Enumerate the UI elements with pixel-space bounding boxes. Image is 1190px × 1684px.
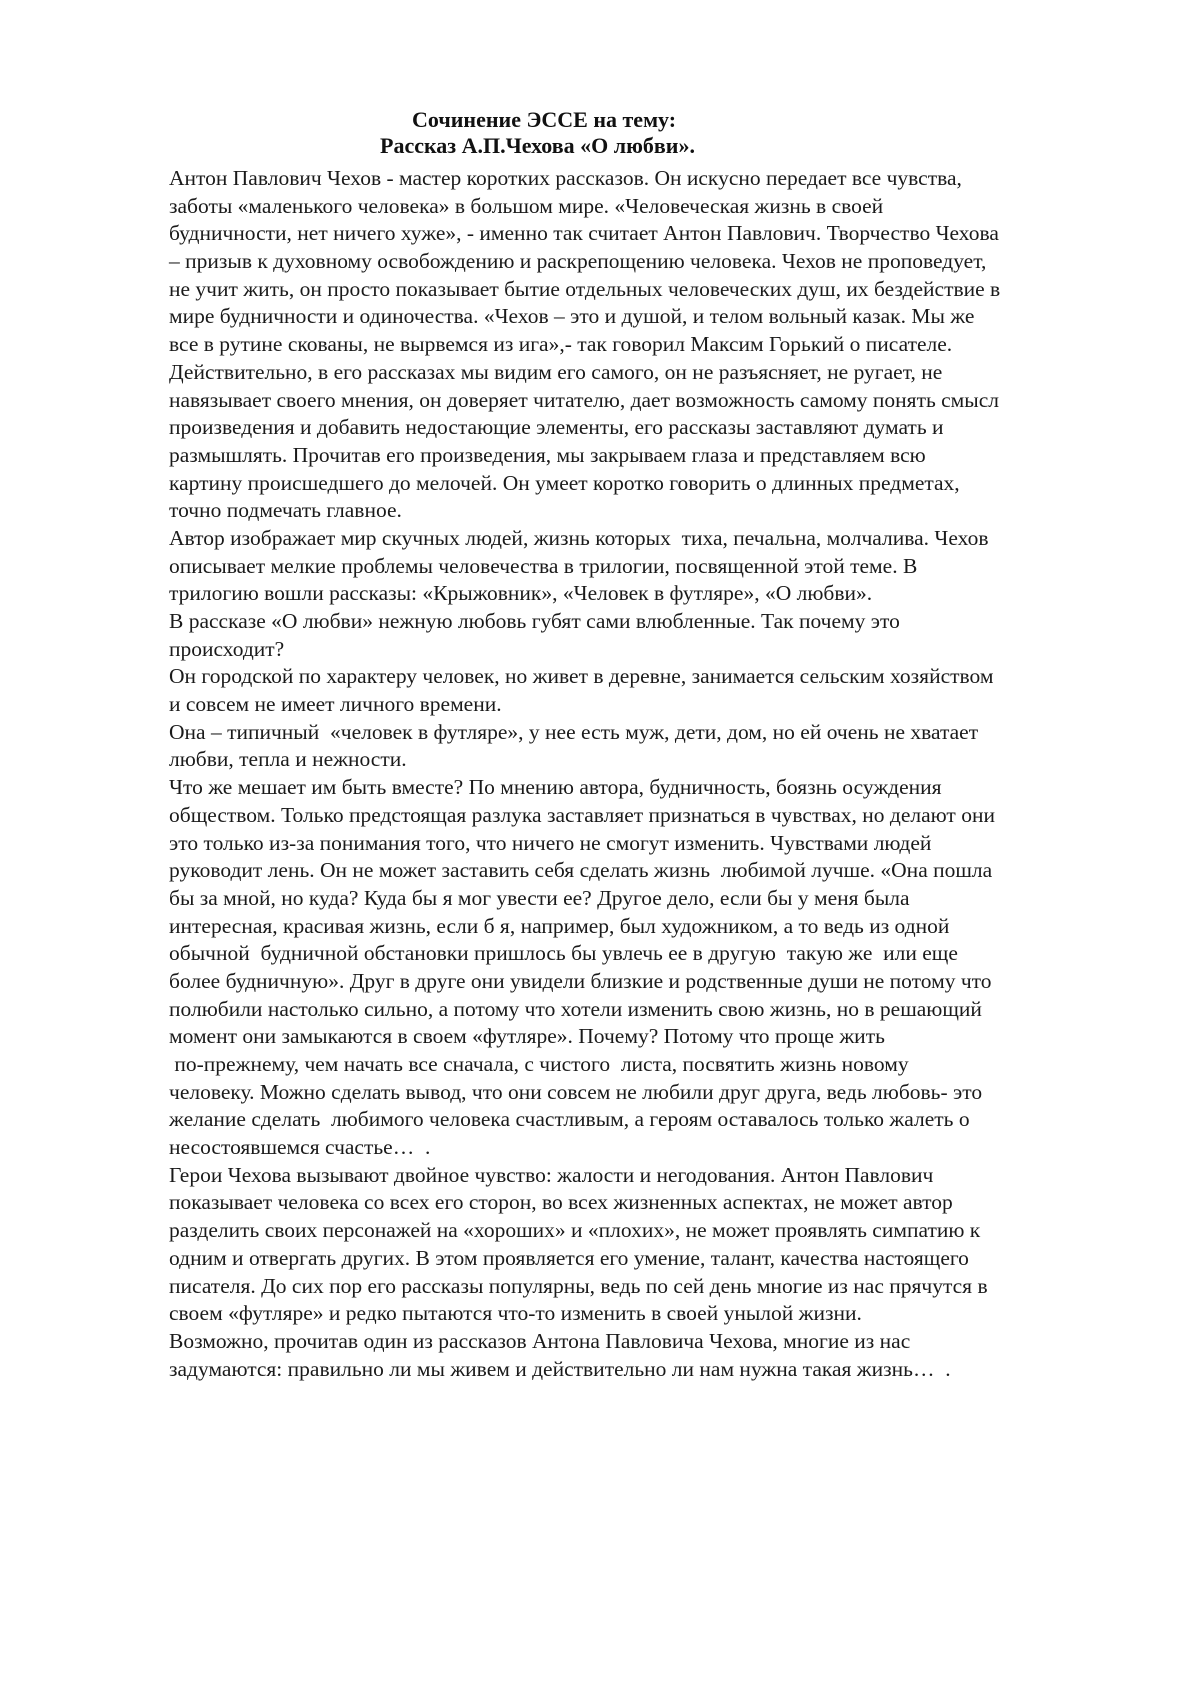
text-line: навязывает своего мнения, он доверяет читателю, дает возможность самому понять смысл xyxy=(169,387,1000,412)
text-line: Он городской по характеру человек, но живет в деревне, занимается сельским хозяйством xyxy=(169,664,994,689)
essay-body xyxy=(169,165,1109,1383)
text-line: одним и отвергать других. В этом проявляется его умение, талант, качества настоящего xyxy=(169,1245,969,1270)
text-line: размышлять. Прочитав его произведения, мы закрываем глаза и представляем всю xyxy=(169,442,926,467)
text-line: разделить своих персонажей на «хороших» и «плохих», не может проявлять симпатию к xyxy=(169,1218,981,1243)
title-line-1: Сочинение ЭССЕ на тему: xyxy=(412,107,677,132)
text-line: картину происшедшего до мелочей. Он умеет коротко говорить о длинных предметах, xyxy=(169,470,960,495)
text-line: интересная, красивая жизнь, если б я, например, был художником, а то ведь из одной xyxy=(169,913,950,938)
text-line: несостоявшемся счастье… . xyxy=(169,1135,431,1160)
text-line: трилогию вошли рассказы: «Крыжовник», «Человек в футляре», «О любви». xyxy=(169,581,873,606)
text-line: Она – типичный «человек в футляре», у нее есть муж, дети, дом, но ей очень не хватает xyxy=(169,719,979,744)
text-line: будничности, нет ничего хуже», - именно так считает Антон Павлович. Творчество Чехова xyxy=(169,221,999,246)
text-line: своем «футляре» и редко пытаются что-то изменить в своей унылой жизни. xyxy=(169,1301,862,1326)
text-line: не учит жить, он просто показывает бытие отдельных человеческих душ, их бездействие в xyxy=(169,276,1001,301)
text-line: любви, тепла и нежности. xyxy=(169,747,407,772)
text-line: руководит лень. Он не может заставить себя сделать жизнь любимой лучше. «Она пошла xyxy=(169,858,993,883)
text-line: Герои Чехова вызывают двойное чувство: жалости и негодования. Антон Павлович xyxy=(169,1162,934,1187)
text-line: мире будничности и одиночества. «Чехов – это и душой, и телом вольный казак. Мы же xyxy=(169,304,975,329)
text-line: бы за мной, но куда? Куда бы я мог увести ее? Другое дело, если бы у меня была xyxy=(169,885,910,910)
text-line: это только из-за понимания того, что ничего не смогут изменить. Чувствами людей xyxy=(169,830,932,855)
text-line: полюбили настолько сильно, а потому что хотели изменить свою жизнь, но в решающий xyxy=(169,996,982,1021)
text-line: – призыв к духовному освобождению и раскрепощению человека. Чехов не проповедует, xyxy=(169,249,987,274)
text-line: В рассказе «О любви» нежную любовь губят сами влюбленные. Так почему это xyxy=(169,609,900,633)
text-line: Что же мешает им быть вместе? По мнению автора, будничность, боязнь осуждения xyxy=(169,775,942,800)
text-line: произведения и добавить недостающие элементы, его рассказы заставляют думать и xyxy=(169,415,944,440)
text-line: Возможно, прочитав один из рассказов Антона Павловича Чехова, многие из нас xyxy=(169,1328,911,1353)
title-line-2: Рассказ А.П.Чехова «О любви». xyxy=(380,133,695,158)
text-line: Антон Павлович Чехов - мастер коротких рассказов. Он искусно передает все чувства, xyxy=(169,166,962,190)
text-line: писателя. До сих пор его рассказы популярны, ведь по сей день многие из нас прячутся в xyxy=(169,1273,988,1298)
text-line: обычной будничной обстановки пришлось бы увлечь ее в другую такую же или еще xyxy=(169,941,958,966)
text-line: момент они замыкаются в своем «футляре». Почему? Потому что проще жить xyxy=(169,1024,885,1049)
text-line: показывает человека со всех его сторон, во всех жизненных аспектах, не может автор xyxy=(169,1190,953,1215)
text-line: по-прежнему, чем начать все сначала, с чистого листа, посвятить жизнь новому xyxy=(169,1052,909,1076)
text-line: и совсем не имеет личного времени. xyxy=(169,692,502,717)
text-line: обществом. Только предстоящая разлука заставляет признаться в чувствах, но делают они xyxy=(169,802,995,827)
text-line: заботы «маленького человека» в большом мире. «Человеческая жизнь в своей xyxy=(169,193,884,218)
text-line: Автор изображает мир скучных людей, жизнь которых тиха, печальна, молчалива. Чехов xyxy=(169,525,989,550)
text-line: желание сделать любимого человека счастливым, а героям оставалось только жалеть о xyxy=(169,1107,970,1132)
text-line: происходит? xyxy=(169,636,285,661)
text-line: описывает мелкие проблемы человечества в трилогии, посвященной этой теме. В xyxy=(169,553,918,578)
text-line: точно подмечать главное. xyxy=(169,498,402,523)
text-line: задумаются: правильно ли мы живем и действительно ли нам нужна такая жизнь… . xyxy=(169,1356,951,1381)
text-line: человеку. Можно сделать вывод, что они совсем не любили друг друга, ведь любовь- это xyxy=(169,1079,983,1104)
text-line: все в рутине скованы, не вырвемся из ига»,- так говорил Максим Горький о писателе. xyxy=(169,332,953,357)
text-line: Действительно, в его рассказах мы видим его самого, он не разъясняет, не ругает, не xyxy=(169,359,943,384)
text-line: более будничную». Друг в друге они увидели близкие и родственные души не потому что xyxy=(169,968,992,993)
